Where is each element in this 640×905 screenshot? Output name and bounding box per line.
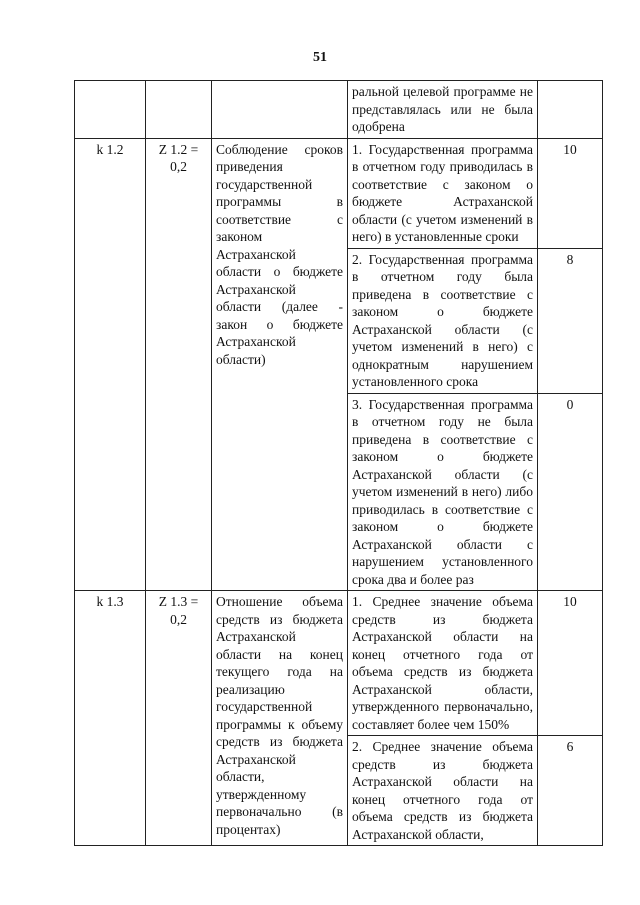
criterion-index-cell — [75, 81, 146, 139]
criterion-index-cell: k 1.3 — [75, 591, 146, 846]
weight-formula: Z 1.2 = — [158, 141, 199, 157]
condition-cell: 3. Государственная программа в отчетном году не была приведена в соответствие с законом о бюджете Астраханской области (с учетом изменений в него) либо приводилась в соответствие с законом о бюджете Астраханской области с нарушением установленного срока два и более раз — [348, 393, 538, 591]
score-cell: 10 — [538, 138, 603, 248]
weight-cell — [146, 138, 212, 591]
table-row — [75, 138, 603, 248]
evaluation-criteria-table — [74, 80, 603, 846]
criterion-cell: Отношение объема средств из бюджета Астраханской области на конец текущего года на реализацию государственной программы к объему средств из бюджета Астраханской области, утвержденному первоначально (в процентах) — [212, 591, 348, 846]
condition-cell: 2. Среднее значение объема средств из бюджета Астраханской области на конец отчетного года от объема средств из бюджета Астраханской области, — [348, 736, 538, 846]
weight-value: 0,2 — [170, 611, 187, 627]
weight-cell — [146, 81, 212, 139]
score-cell: 6 — [538, 736, 603, 846]
criterion-cell: Соблюдение сроков приведения государственной программы в соответствие с законом Астраханской области о бюджете Астраханской области (далее - закон о бюджете Астраханской области) — [212, 138, 348, 591]
page-number: 51 — [313, 50, 327, 65]
condition-cell: 2. Государственная программа в отчетном году была приведена в соответствие с законом о бюджете Астраханской области (с учетом изменений в него) с однократным нарушением установленного срока — [348, 248, 538, 393]
score-cell: 8 — [538, 248, 603, 393]
weight-formula: Z 1.3 = — [158, 594, 199, 609]
condition-cell: 1. Среднее значение объема средств из бюджета Астраханской области на конец отчетного года от объема средств из бюджета Астраханской области, утвержденного первоначально, составляет более чем 150% — [348, 591, 538, 736]
criterion-cell — [212, 81, 348, 139]
score-cell: 0 — [538, 393, 603, 591]
score-cell — [538, 81, 603, 139]
weight-cell — [146, 591, 212, 846]
condition-cell: ральной целевой программе не представлялась или не была одобрена — [348, 81, 538, 139]
weight-value: 0,2 — [170, 159, 187, 174]
score-cell: 10 — [538, 591, 603, 736]
table-row — [75, 81, 603, 139]
condition-cell: 1. Государственная программа в отчетном году приводилась в соответствие с законом о бюджете Астраханской области (с учетом изменений в него) в установленные сроки — [348, 138, 538, 248]
table-row — [75, 591, 603, 736]
criterion-index-cell: k 1.2 — [75, 138, 146, 591]
